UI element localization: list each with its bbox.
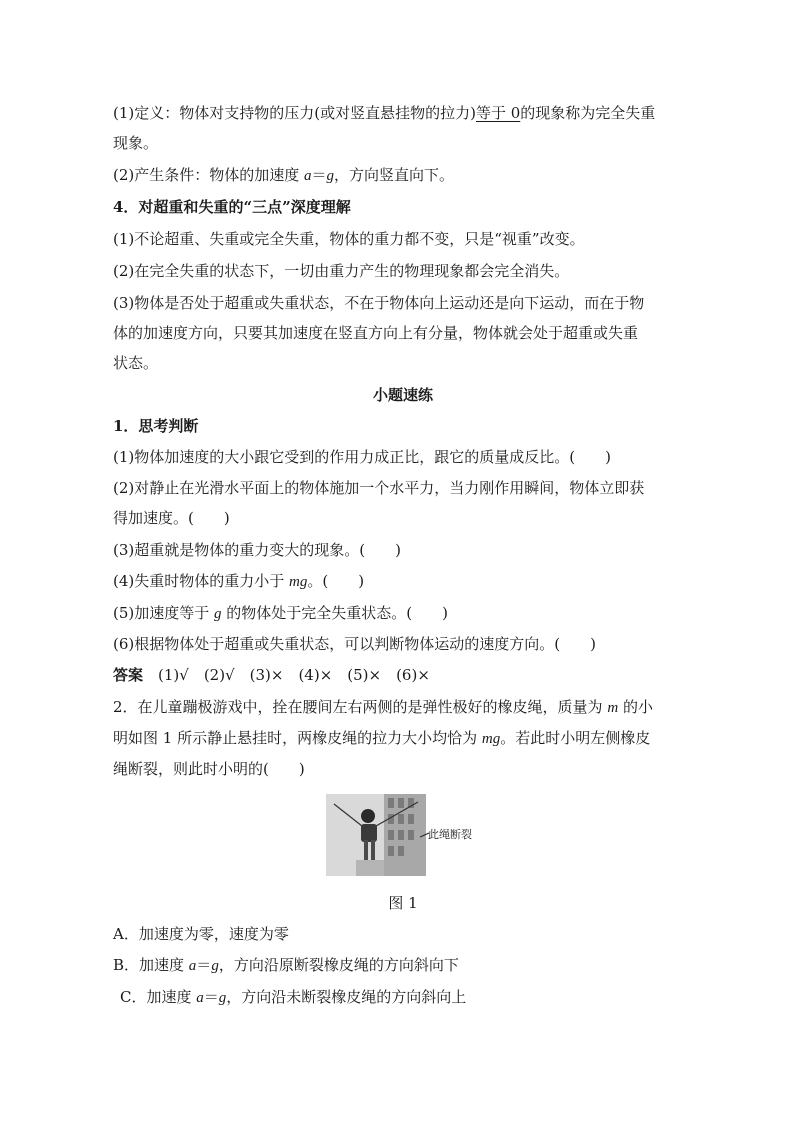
judge-5-text: (5)加速度等于 <box>113 604 215 622</box>
var-a: a <box>188 958 197 974</box>
equals-sign: ＝ <box>196 956 212 974</box>
judge-4-end: 。( ) <box>307 572 365 590</box>
point-3-line-1: (3)物体是否处于超重或失重状态，不在于物体向上运动还是向下运动，而在于物 <box>113 294 645 312</box>
judge-5-end: 的物体处于完全失重状态。( ) <box>221 604 449 622</box>
q2-text-2-end: 。若此时小明左侧橡皮 <box>500 729 651 747</box>
var-g: g <box>211 958 219 974</box>
option-c-text-end: ，方向沿未断裂橡皮绳的方向斜向上 <box>226 988 467 1006</box>
judge-4-text: (4)失重时物体的重力小于 <box>113 572 290 590</box>
judge-item-1: (1)物体加速度的大小跟它受到的作用力成正比，跟它的质量成反比。( ) <box>113 448 611 466</box>
definition-text-cont: 现象。 <box>113 134 159 152</box>
var-a: a <box>304 168 312 184</box>
condition-line <box>113 165 693 186</box>
question-1-title: 1．思考判断 <box>113 417 199 435</box>
equals-sign: ＝ <box>203 988 219 1006</box>
var-g: g <box>326 168 335 184</box>
section-4-heading: 4．对超重和失重的“三点”深度理解 <box>113 198 351 216</box>
definition-line-2 <box>113 133 693 153</box>
definition-text: (1)定义：物体对支持物的压力(或对竖直悬挂物的拉力) <box>113 104 476 122</box>
option-b-text: B．加速度 <box>113 956 189 974</box>
option-c-text: C．加速度 <box>120 988 197 1006</box>
question-2-line-3: 绳断裂，则此时小明的( ) <box>113 760 305 778</box>
judge-item-6: (6)根据物体处于超重或失重状态，可以判断物体运动的速度方向。( ) <box>113 635 596 653</box>
judge-item-3: (3)超重就是物体的重力变大的现象。( ) <box>113 541 401 559</box>
answer-values: (1)√ (2)√ (3)× (4)× (5)× (6)× <box>143 666 430 684</box>
definition-underlined: 等于 0 <box>475 104 521 122</box>
definition-text-end: 的现象称为完全失重 <box>520 104 656 122</box>
option-b-text-end: ，方向沿原断裂橡皮绳的方向斜向下 <box>218 956 459 974</box>
point-2: (2)在完全失重的状态下，一切由重力产生的物理现象都会完全消失。 <box>113 262 570 280</box>
var-g: g <box>218 990 227 1006</box>
q2-text: 2．在儿童蹦极游戏中，拴在腰间左右两侧的是弹性极好的橡皮绳，质量为 <box>113 698 608 716</box>
definition-line-1 <box>113 103 693 123</box>
answer-label: 答案 <box>113 666 144 684</box>
option-a: A．加速度为零，速度为零 <box>113 925 289 943</box>
question-2-line-1 <box>113 697 693 718</box>
q2-text-end: 的小 <box>618 698 653 716</box>
var-mg: mg <box>481 731 501 747</box>
var-mg: mg <box>289 574 308 590</box>
bungee-photo-drawing <box>326 794 426 876</box>
judge-item-2-line-2: 得加速度。( ) <box>113 509 230 527</box>
condition-text: (2)产生条件：物体的加速度 <box>113 166 305 184</box>
option-c <box>120 987 700 1008</box>
point-3-line-2: 体的加速度方向，只要其加速度在竖直方向上有分量，物体就会处于超重或失重 <box>113 324 639 342</box>
point-3-line-3: 状态。 <box>113 354 159 372</box>
point-1: (1)不论超重、失重或完全失重，物体的重力都不变，只是“视重”改变。 <box>113 230 585 248</box>
figure-caption: 图 1 <box>388 894 418 912</box>
option-b <box>113 955 693 976</box>
question-2-line-2 <box>113 728 693 749</box>
judge-item-4 <box>113 571 693 592</box>
drill-title: 小题速练 <box>372 386 433 404</box>
judge-item-2-line-1: (2)对静止在光滑水平面上的物体施加一个水平力，当力刚作用瞬间，物体立即获 <box>113 479 645 497</box>
bungee-photo <box>326 794 426 876</box>
equals-sign: ＝ <box>311 166 327 184</box>
var-g: g <box>214 606 222 622</box>
answer-line <box>113 665 693 685</box>
figure-annotation: 此绳断裂 <box>428 828 472 841</box>
q2-text-2: 明如图 1 所示静止悬挂时，两橡皮绳的拉力大小均恰为 <box>113 729 482 747</box>
judge-item-5 <box>113 603 693 624</box>
condition-text-end: ，方向竖直向下。 <box>334 166 455 184</box>
var-a: a <box>196 990 204 1006</box>
var-m: m <box>607 700 619 716</box>
